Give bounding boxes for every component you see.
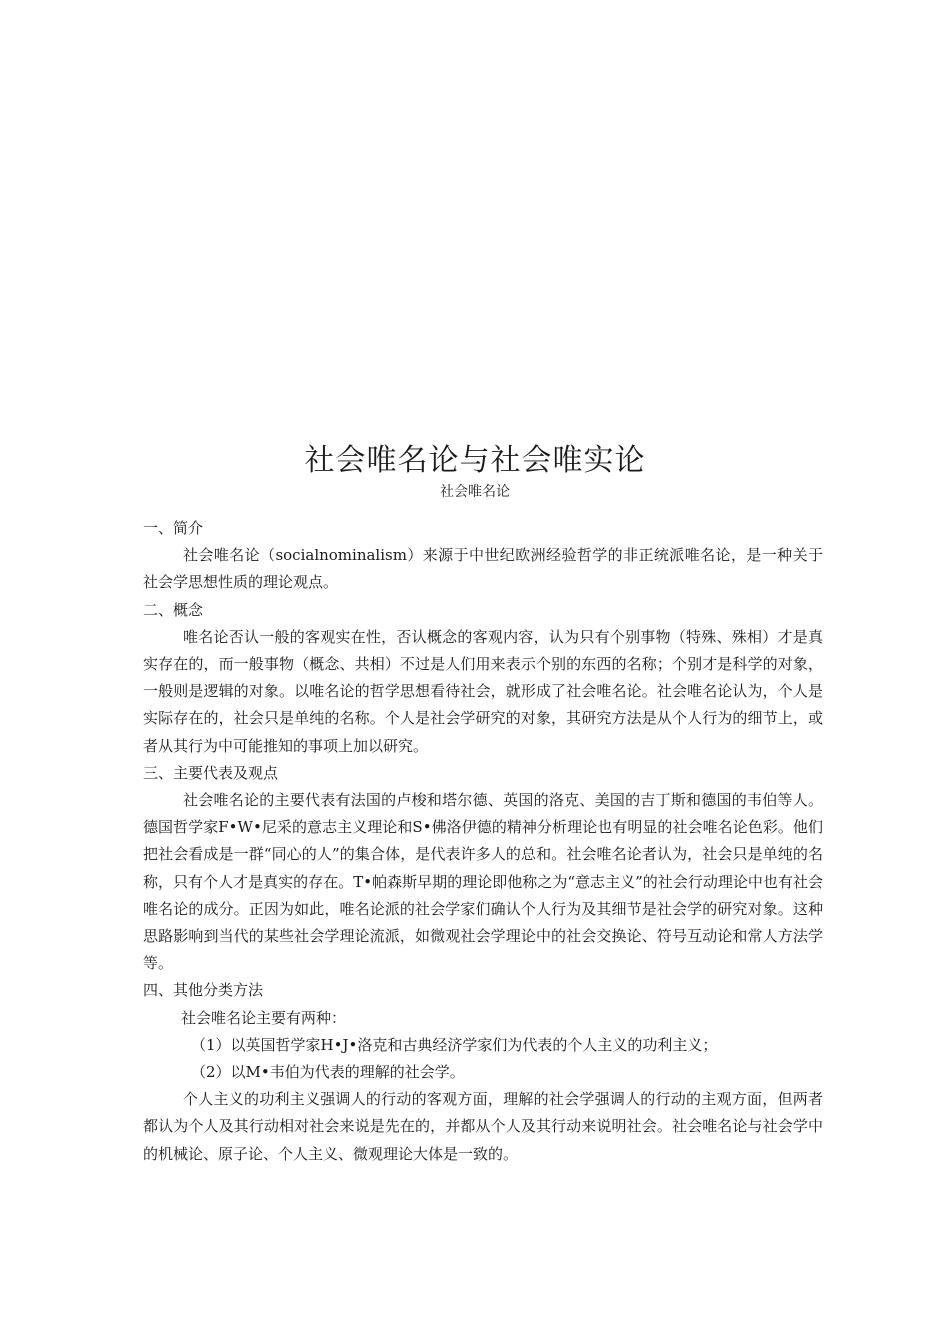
section-heading-representatives: 三、主要代表及观点 [143,763,279,782]
section-lead-other-classification: 社会唯名论主要有两种： [181,1008,347,1027]
section-heading-intro: 一、简介 [143,519,204,537]
section-paragraph-representatives: 社会唯名论的主要代表有法国的卢梭和塔尔德、英国的洛克、美国的吉丁斯和德国的韦伯等人。德国哲学家F•W•尼采的意志主义理论和S•佛洛伊德的精神分析理论也有明显的社会唯名论色彩。他们把社会看成是一群“同心的人”的集合体，是代表许多人的总和。社会唯名论者认为，社会只是单纯的名称，只有个人才是真实的存在。T•帕森斯早期的理论即他称之为“意志主义”的社会行动理论中也有社会唯名论的成分。正因为如此，唯名论派的社会学家们确认个人行为及其细节是社会学的研究对象。这种思路影响到当代的某些社会学理论流派，如微观社会学理论中的社会交换论、符号互动论和常人方法学等。 [143,791,823,973]
section-heading-concept: 二、概念 [143,600,204,619]
document-subtitle: 社会唯名论 [440,484,510,500]
section-paragraph-concept: 唯名论否认一般的客观实在性，否认概念的客观内容，认为只有个别事物（特殊、殊相）才是真实存在的，而一般事物（概念、共相）不过是人们用来表示个别的东西的名称；个别才是科学的对象，一般则是逻辑的对象。以唯名论的哲学思想看待社会，就形成了社会唯名论。社会唯名论认为，个人是实际存在的，社会只是单纯的名称。个人是社会学研究的对象，其研究方法是从个人行为的细节上，或者从其行为中可能推知的事项上加以研究。 [143,627,823,755]
document-body [143,515,823,1168]
list-item: （2）以M•韦伯为代表的理解的社会学。 [191,1063,465,1082]
section-paragraph-intro: 社会唯名论（socialnominalism）来源于中世纪欧洲经验哲学的非正统派唯名论，是一种关于社会学思想性质的理论观点。 [143,546,823,592]
section-paragraph-other-classification: 个人主义的功利主义强调人的行动的客观方面，理解的社会学强调人的行动的主观方面，但两者都认为个人及其行动相对社会来说是先在的，并都从个人及其行动来说明社会。社会唯名论与社会学中的机械论、原子论、个人主义、微观理论大体是一致的。 [143,1090,823,1163]
section-heading-other-classification: 四、其他分类方法 [143,981,264,1000]
list-item: （1）以英国哲学家H•J•洛克和古典经济学家们为代表的个人主义的功利主义； [191,1035,718,1054]
document-title: 社会唯名论与社会唯实论 [304,443,646,478]
